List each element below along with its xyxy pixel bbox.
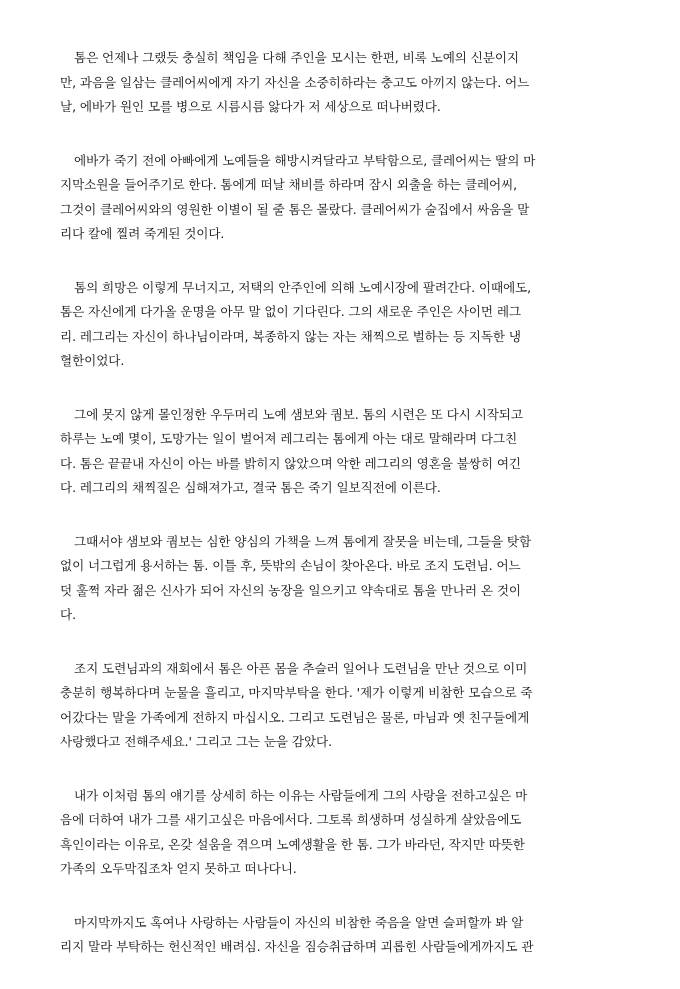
text-line: 다. 레그리의 채찍질은 심해져가고, 결국 톰은 죽기 일보직전에 이른다. [60, 480, 441, 495]
text-line: 하루는 노예 몇이, 도망가는 일이 벌어져 레그리는 톰에게 아는 대로 말해라며 다그친 [60, 431, 518, 446]
paragraph-6 [60, 657, 626, 755]
text-line: 그것이 클레어씨와의 영원한 이별이 될 줄 톰은 몰랐다. 클레어씨가 술집에서 싸움을 말 [60, 201, 530, 217]
text-line: 톰은 자신에게 다가올 운명을 아무 말 없이 기다린다. 그의 새로운 주인은 사이먼 레그 [60, 304, 521, 319]
text-line: 다. [60, 607, 76, 622]
text-line: 지막소원을 들어주기로 한다. 톰에게 떠날 채비를 하라며 잠시 외출을 하는 클레어씨, [60, 177, 518, 192]
text-line: 리지 말라 부탁하는 헌신적인 배려심. 자신을 짐승취급하며 괴롭힌 사람들에게까지도 관 [60, 939, 534, 954]
paragraph-3 [60, 276, 626, 374]
text-line: 충분히 행복하다며 눈물을 흘리고, 마지막부탁을 한다. '제가 이렇게 비참한 모습으로 죽 [60, 685, 533, 700]
text-line: 다. 톰은 끝끝내 자신이 아는 바를 밝히지 않았으며 악한 레그리의 영혼을 불쌍히 여긴 [60, 455, 521, 471]
text-line: 음에 더하여 내가 그를 새기고싶은 마음에서다. 그토록 희생하며 성실하게 살았음에도 [60, 812, 522, 827]
text-line: 사랑했다고 전해주세요.' 그리고 그는 눈을 감았다. [60, 734, 332, 749]
text-line: 덧 훌쩍 자라 젊은 신사가 되어 자신의 농장을 일으키고 약속대로 톰을 만나러 온 것이 [60, 582, 521, 598]
text-line: 없이 너그럽게 용서하는 톰. 이틀 후, 뜻밖의 손님이 찾아온다. 바로 조지 도련님. 어느 [60, 558, 521, 573]
text-line: 내가 이처럼 톰의 얘기를 상세히 하는 이유는 사람들에게 그의 사랑을 전하고싶은 마 [74, 787, 528, 803]
text-line: 만, 과음을 일삼는 클레어씨에게 자기 자신을 소중히하라는 충고도 아끼지 않는다. 어느 [60, 74, 530, 90]
text-line: 리다 칼에 찔려 죽게된 것이다. [60, 226, 225, 241]
text-line: 에바가 죽기 전에 아빠에게 노예들을 해방시켜달라고 부탁함으로, 클레어씨는 딸의 마 [74, 152, 536, 168]
text-line: 혈한이었다. [60, 353, 125, 368]
paragraph-2 [60, 149, 626, 247]
text-line: 톰은 언제나 그랬듯 충실히 책임을 다해 주인을 모시는 한편, 비록 노예의 신분이지 [74, 50, 520, 65]
paragraph-4 [60, 403, 626, 501]
text-line: 그때서야 샘보와 퀌보는 심한 양심의 가책을 느껴 톰에게 잘못을 비는데, 그들을 탓함 [74, 533, 532, 549]
text-line: 조지 도련님과의 재회에서 톰은 아픈 몸을 추슬러 일어나 도련님을 만난 것으로 이미 [74, 660, 528, 676]
paragraph-7 [60, 784, 626, 882]
text-line: 그에 못지 않게 몰인정한 우두머리 노예 샘보와 퀌보. 톰의 시련은 또 다시 시작되고 [74, 406, 523, 422]
document-page [60, 46, 626, 989]
text-line: 흑인이라는 이유로, 온갖 설움을 겪으며 노예생활을 한 톰. 그가 바라던, 작지만 따뜻한 [60, 836, 525, 852]
text-line: 어갔다는 말을 가족에게 전하지 마십시오. 그리고 도련님은 물론, 마님과 옛 친구들에게 [60, 709, 530, 725]
text-line: 리. 레그리는 자신이 하나님이라며, 복종하지 않는 자는 채찍으로 벌하는 등 지독한 냉 [60, 328, 521, 344]
text-line: 마지막까지도 혹여나 사랑하는 사람들이 자신의 비참한 죽음을 알면 슬퍼할까 봐 알 [74, 914, 524, 930]
text-line: 날, 에바가 원인 모를 병으로 시름시름 앓다가 저 세상으로 떠나버렸다. [60, 99, 441, 114]
paragraph-8 [60, 911, 626, 960]
paragraph-1 [60, 46, 626, 120]
text-line: 가족의 오두막집조차 얻지 못하고 떠나다니. [60, 861, 297, 876]
text-line: 톰의 희망은 이렇게 무너지고, 저택의 안주인에 의해 노예시장에 팔려간다. 이때에도, [74, 279, 532, 295]
paragraph-5 [60, 530, 626, 628]
